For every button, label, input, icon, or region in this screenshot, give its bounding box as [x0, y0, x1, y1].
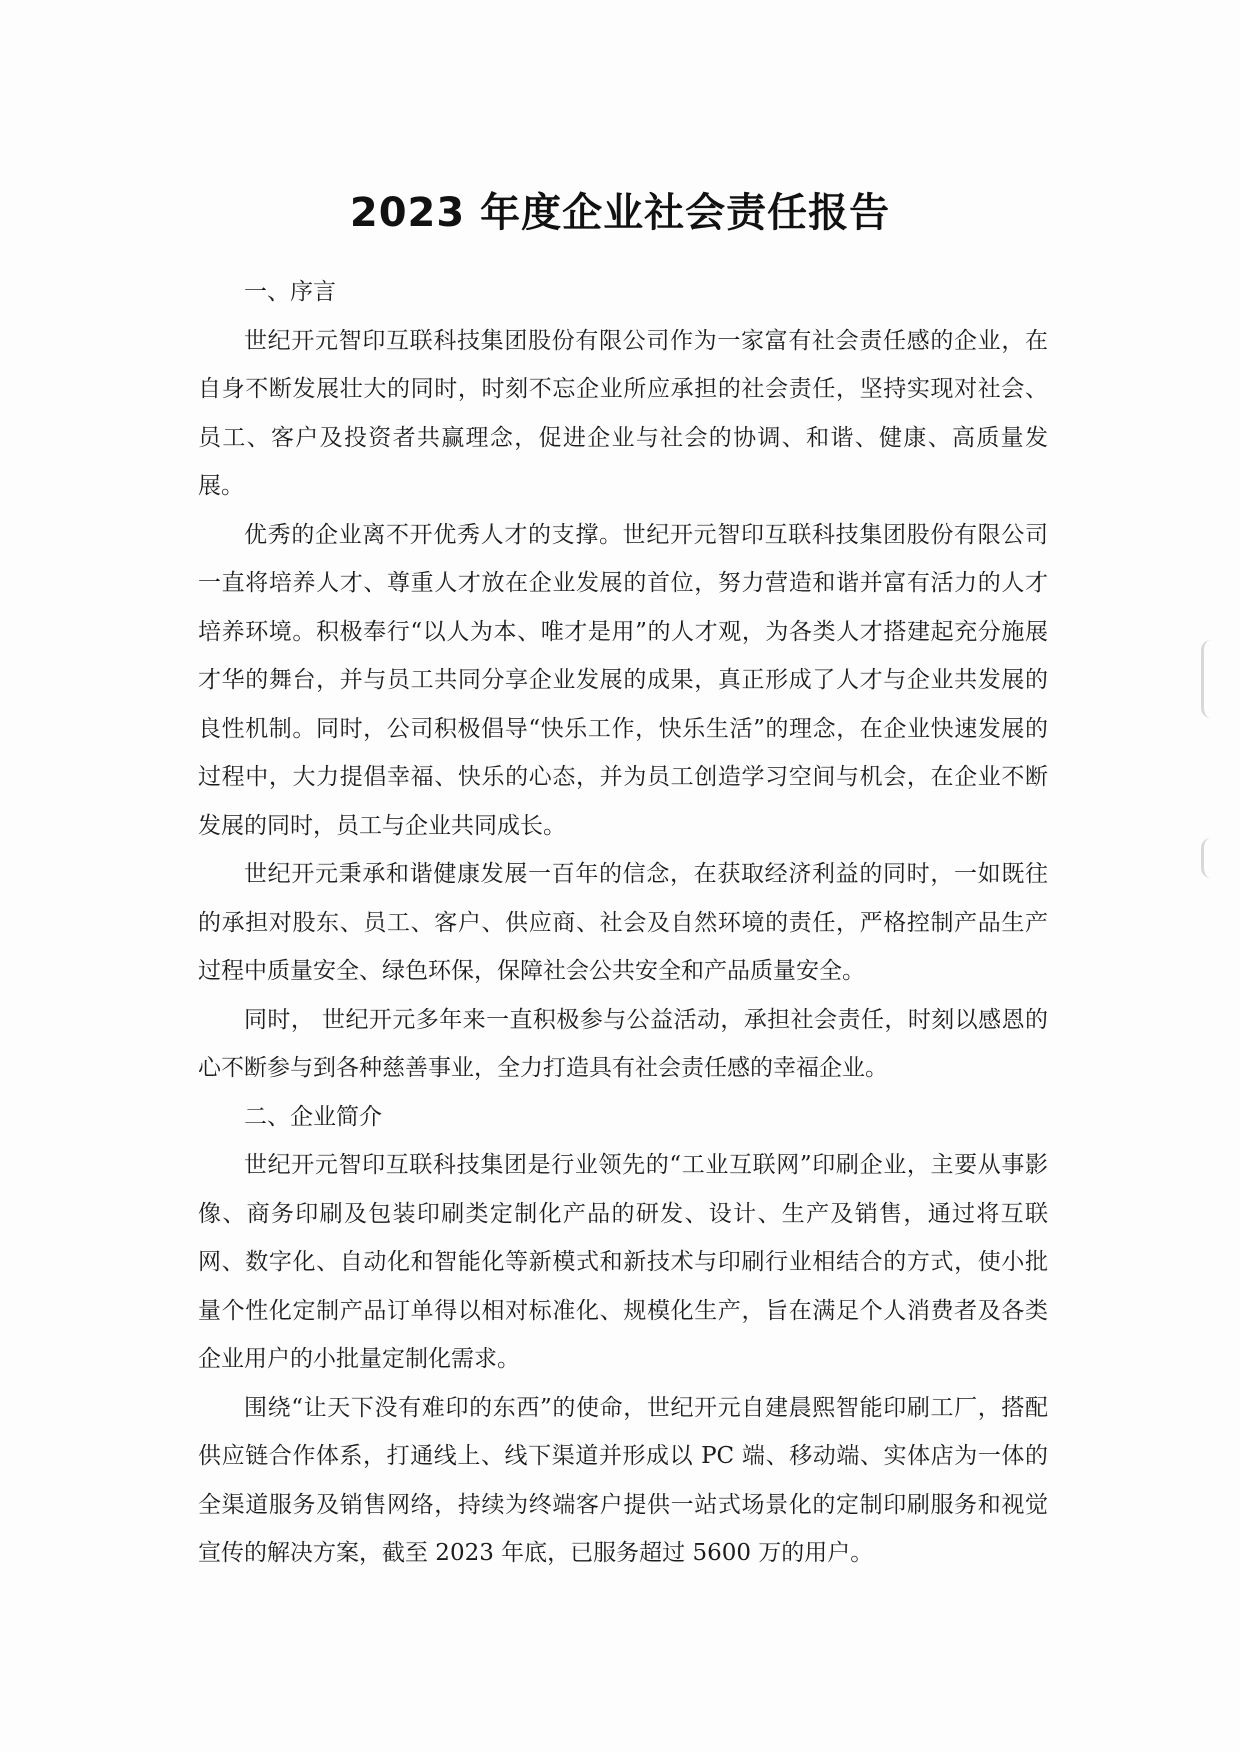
- section-heading-preface: 一、序言: [244, 279, 336, 305]
- paragraph: 世纪开元智印互联科技集团股份有限公司作为一家富有社会责任感的企业，在自身不断发展壮大的同时，时刻不忘企业所应承担的社会责任，坚持实现对社会、员工、客户及投资者共赢理念，促进企业与社会的协调、和谐、健康、高质量发展。: [198, 327, 1048, 499]
- document-body: [198, 268, 1048, 1578]
- scan-edge-mark: [1201, 640, 1226, 718]
- section-heading-company-profile: 二、企业简介: [244, 1103, 382, 1130]
- paragraph: 世纪开元智印互联科技集团是行业领先的“工业互联网”印刷企业，主要从事影像、商务印刷及包装印刷类定制化产品的研发、设计、生产及销售，通过将互联网、数字化、自动化和智能化等新模式和新技术与印刷行业相结合的方式，使小批量个性化定制产品订单得以相对标准化、规模化生产，旨在满足个人消费者及各类企业用户的小批量定制化需求。: [198, 1152, 1048, 1372]
- paragraph: 世纪开元秉承和谐健康发展一百年的信念，在获取经济利益的同时，一如既往的承担对股东、员工、客户、供应商、社会及自然环境的责任，严格控制产品生产过程中质量安全、绿色环保，保障社会公共安全和产品质量安全。: [198, 861, 1048, 984]
- paragraph: 优秀的企业离不开优秀人才的支撑。世纪开元智印互联科技集团股份有限公司一直将培养人才、尊重人才放在企业发展的首位，努力营造和谐并富有活力的人才培养环境。积极奉行“以人为本、唯才是用”的人才观，为各类人才搭建起充分施展才华的舞台，并与员工共同分享企业发展的成果，真正形成了人才与企业共发展的良性机制。同时，公司积极倡导“快乐工作，快乐生活”的理念，在企业快速发展的过程中，大力提倡幸福、快乐的心态，并为员工创造学习空间与机会，在企业不断发展的同时，员工与企业共同成长。: [198, 521, 1048, 839]
- paragraph: 围绕“让天下没有难印的东西”的使命，世纪开元自建晨熙智能印刷工厂，搭配供应链合作体系，打通线上、线下渠道并形成以 PC 端、移动端、实体店为一体的全渠道服务及销售网络，持续为终端客户提供一站式场景化的定制印刷服务和视觉宣传的解决方案，截至 2023 年底，已服务超过 5600 万的用户。: [198, 1394, 1048, 1566]
- scan-edge-mark: [1201, 838, 1226, 878]
- document-title: 2023 年度企业社会责任报告: [349, 189, 891, 236]
- paragraph: 同时， 世纪开元多年来一直积极参与公益活动，承担社会责任，时刻以感恩的心不断参与到各种慈善事业，全力打造具有社会责任感的幸福企业。: [198, 1006, 1048, 1081]
